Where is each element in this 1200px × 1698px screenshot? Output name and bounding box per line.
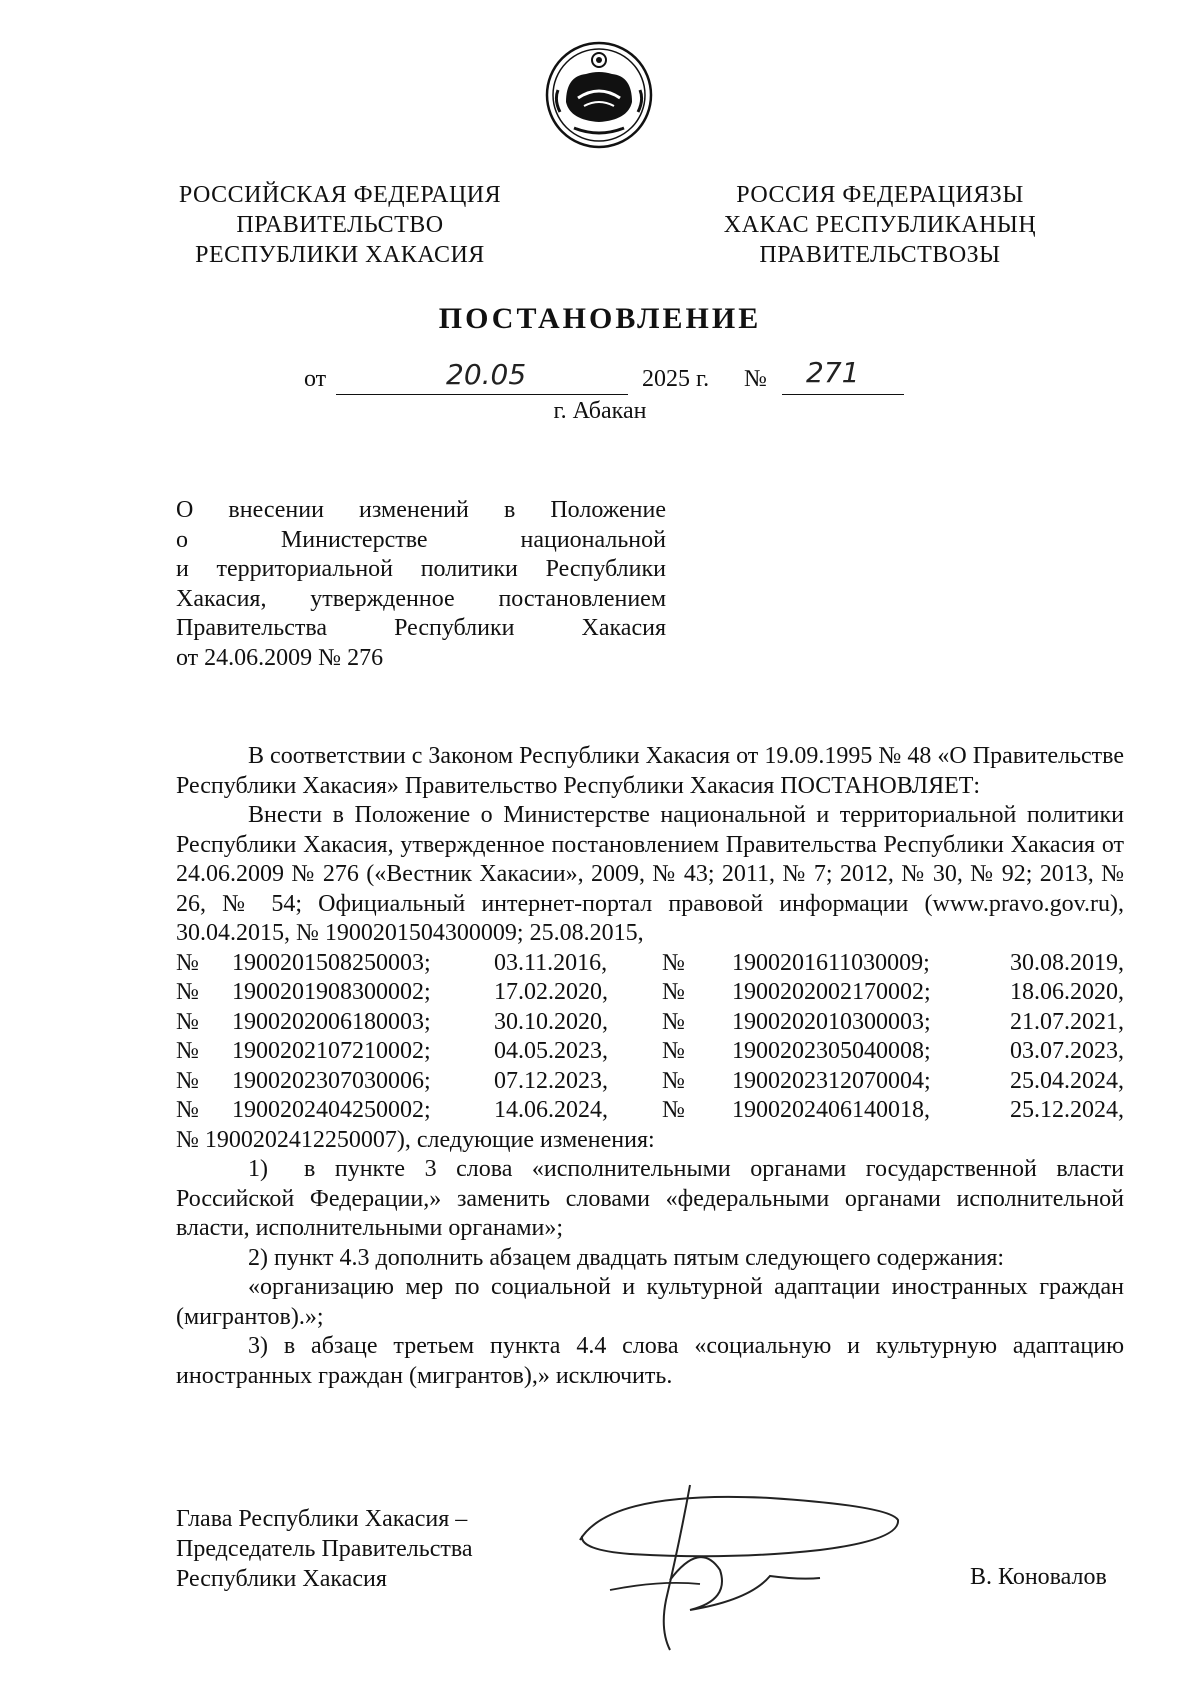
document-title: ПОСТАНОВЛЕНИЕ [438,302,762,335]
registry-cell: № [662,1097,685,1123]
subject-line: о Министерстве национальной [176,526,666,553]
subject-line: О внесении изменений в Положение [176,497,666,523]
table-row [176,949,1124,979]
header-left-line: ПРАВИТЕЛЬСТВО [236,212,444,238]
preamble-paragraph: В соответствии с Законом Республики Хакасия от 19.09.1995 № 48 «О Правительстве Республики Хакасия» Правительство Республики Хакасия ПОСТАНОВЛЯЕТ: [176,743,1124,799]
registry-cell: 30.08.2019, [1010,949,1124,976]
subject-line: Хакасия, утвержденное постановлением [176,585,666,612]
year-label: 2025 г. [642,366,710,392]
city-label: г. Абакан [553,398,647,424]
subject-line: Правительства Республики Хакасия [176,615,666,641]
subject-line: от 24.06.2009 № 276 [176,644,384,671]
header-left-line: РОССИЙСКАЯ ФЕДЕРАЦИЯ [178,182,502,208]
registry-cell: 1900202406140018, [732,1097,930,1123]
registry-cell: 1900201908300002; [232,979,431,1005]
registry-cell: № [662,1067,685,1094]
registry-cell: № [662,1008,685,1035]
item-1-paragraph: 1) в пункте 3 слова «исполнительными органами государственной власти Российской Федерации,» заменить словами «федеральными органами исполнительной власти, исполнительными органами»; [176,1156,1124,1241]
registry-cell: 1900201611030009; [732,949,930,976]
registry-cell: 1900202404250002; [232,1097,431,1123]
registry-cell: № [176,979,199,1005]
header-right [680,180,1080,270]
signer-position [176,1504,473,1594]
registry-cell: 1900202312070004; [732,1067,931,1094]
number-sign: № [744,366,767,392]
emblem-seal-icon [544,40,654,150]
signer-position-line: Глава Республики Хакасия – [176,1506,468,1532]
registry-cell: 25.12.2024, [1010,1097,1124,1123]
registry-cell: № [176,1067,199,1094]
registry-cell: № [176,1008,199,1035]
header-right-line: РОССИЯ ФЕДЕРАЦИЯЗЫ [736,182,1024,208]
table-row [176,978,1124,1008]
registry-cell: № [176,1097,199,1123]
registry-table [176,949,1124,1126]
subject-line: и территориальной политики Республики [176,556,666,582]
registry-cell: 25.04.2024, [1010,1067,1124,1094]
registry-cell: 1900202002170002; [732,979,931,1005]
registry-cell: 03.11.2016, [494,949,608,976]
registry-cell: 07.12.2023, [494,1067,608,1094]
intro-paragraph: Внести в Положение о Министерстве национальной и территориальной политики Республики Хакасия, утвержденное постановлением Правительства Республики Хакасия от 24.06.2009 № 276 («Вестник Хакасии», 2009, № 43; 2011, № 7; 2012, № 30, № 92; 2013, № 26, № 54; Официальный интернет-портал правовой информации (www.pravo.gov.ru), 30.04.2015, № 1900201504300009; 25.08.2015, [176,802,1124,946]
registry-cell: 03.07.2023, [1010,1038,1124,1064]
table-row [176,1037,1124,1067]
table-row [176,1067,1124,1097]
signer-position-line: Республики Хакасия [176,1566,387,1592]
registry-cell: 1900202006180003; [232,1008,431,1035]
item-3-paragraph: 3) в абзаце третьем пункта 4.4 слова «социальную и культурную адаптацию иностранных граждан (мигрантов),» исключить. [176,1333,1124,1389]
registry-cell: № [176,1038,199,1064]
item-2-quote-paragraph: «организацию мер по социальной и культурной адаптации иностранных граждан (мигрантов).»; [176,1274,1124,1330]
registry-cell: № [662,1038,685,1064]
registry-cell: 1900201508250003; [232,949,431,976]
header-right-line: ХАКАС РЕСПУБЛИКАНЫҢ [723,212,1037,238]
registry-cell: 04.05.2023, [494,1038,608,1064]
registry-cell: 14.06.2024, [494,1097,608,1123]
signer-name: В. Коновалов [970,1564,1107,1590]
header-left-line: РЕСПУБЛИКИ ХАКАСИЯ [195,242,485,268]
registry-cell: 21.07.2021, [1010,1008,1124,1035]
date-prefix: от [304,366,327,392]
handwritten-signature-icon [570,1480,910,1660]
document-body [176,742,1124,1391]
registry-cell: 1900202107210002; [232,1038,431,1064]
header-right-line: ПРАВИТЕЛЬСТВОЗЫ [759,242,1001,268]
registry-cell: № [176,949,199,976]
registry-cell: 17.02.2020, [494,979,608,1005]
registry-cell: 1900202307030006; [232,1067,431,1094]
table-row [176,1008,1124,1038]
subject-block [176,496,666,673]
header-left [140,180,540,270]
registry-end: № 1900202412250007), следующие изменения: [176,1126,655,1153]
item-2-paragraph: 2) пункт 4.3 дополнить абзацем двадцать пятым следующего содержания: [248,1244,1005,1271]
number-handwritten: 271 [806,356,860,389]
registry-cell: № [662,979,685,1005]
registry-cell: № [662,949,685,976]
date-handwritten: 20.05 [446,358,527,391]
table-row [176,1096,1124,1126]
registry-cell: 18.06.2020, [1010,979,1124,1005]
signer-position-line: Председатель Правительства [176,1536,473,1562]
registry-cell: 1900202305040008; [732,1038,931,1064]
registry-cell: 1900202010300003; [732,1008,931,1035]
registry-cell: 30.10.2020, [494,1008,608,1035]
